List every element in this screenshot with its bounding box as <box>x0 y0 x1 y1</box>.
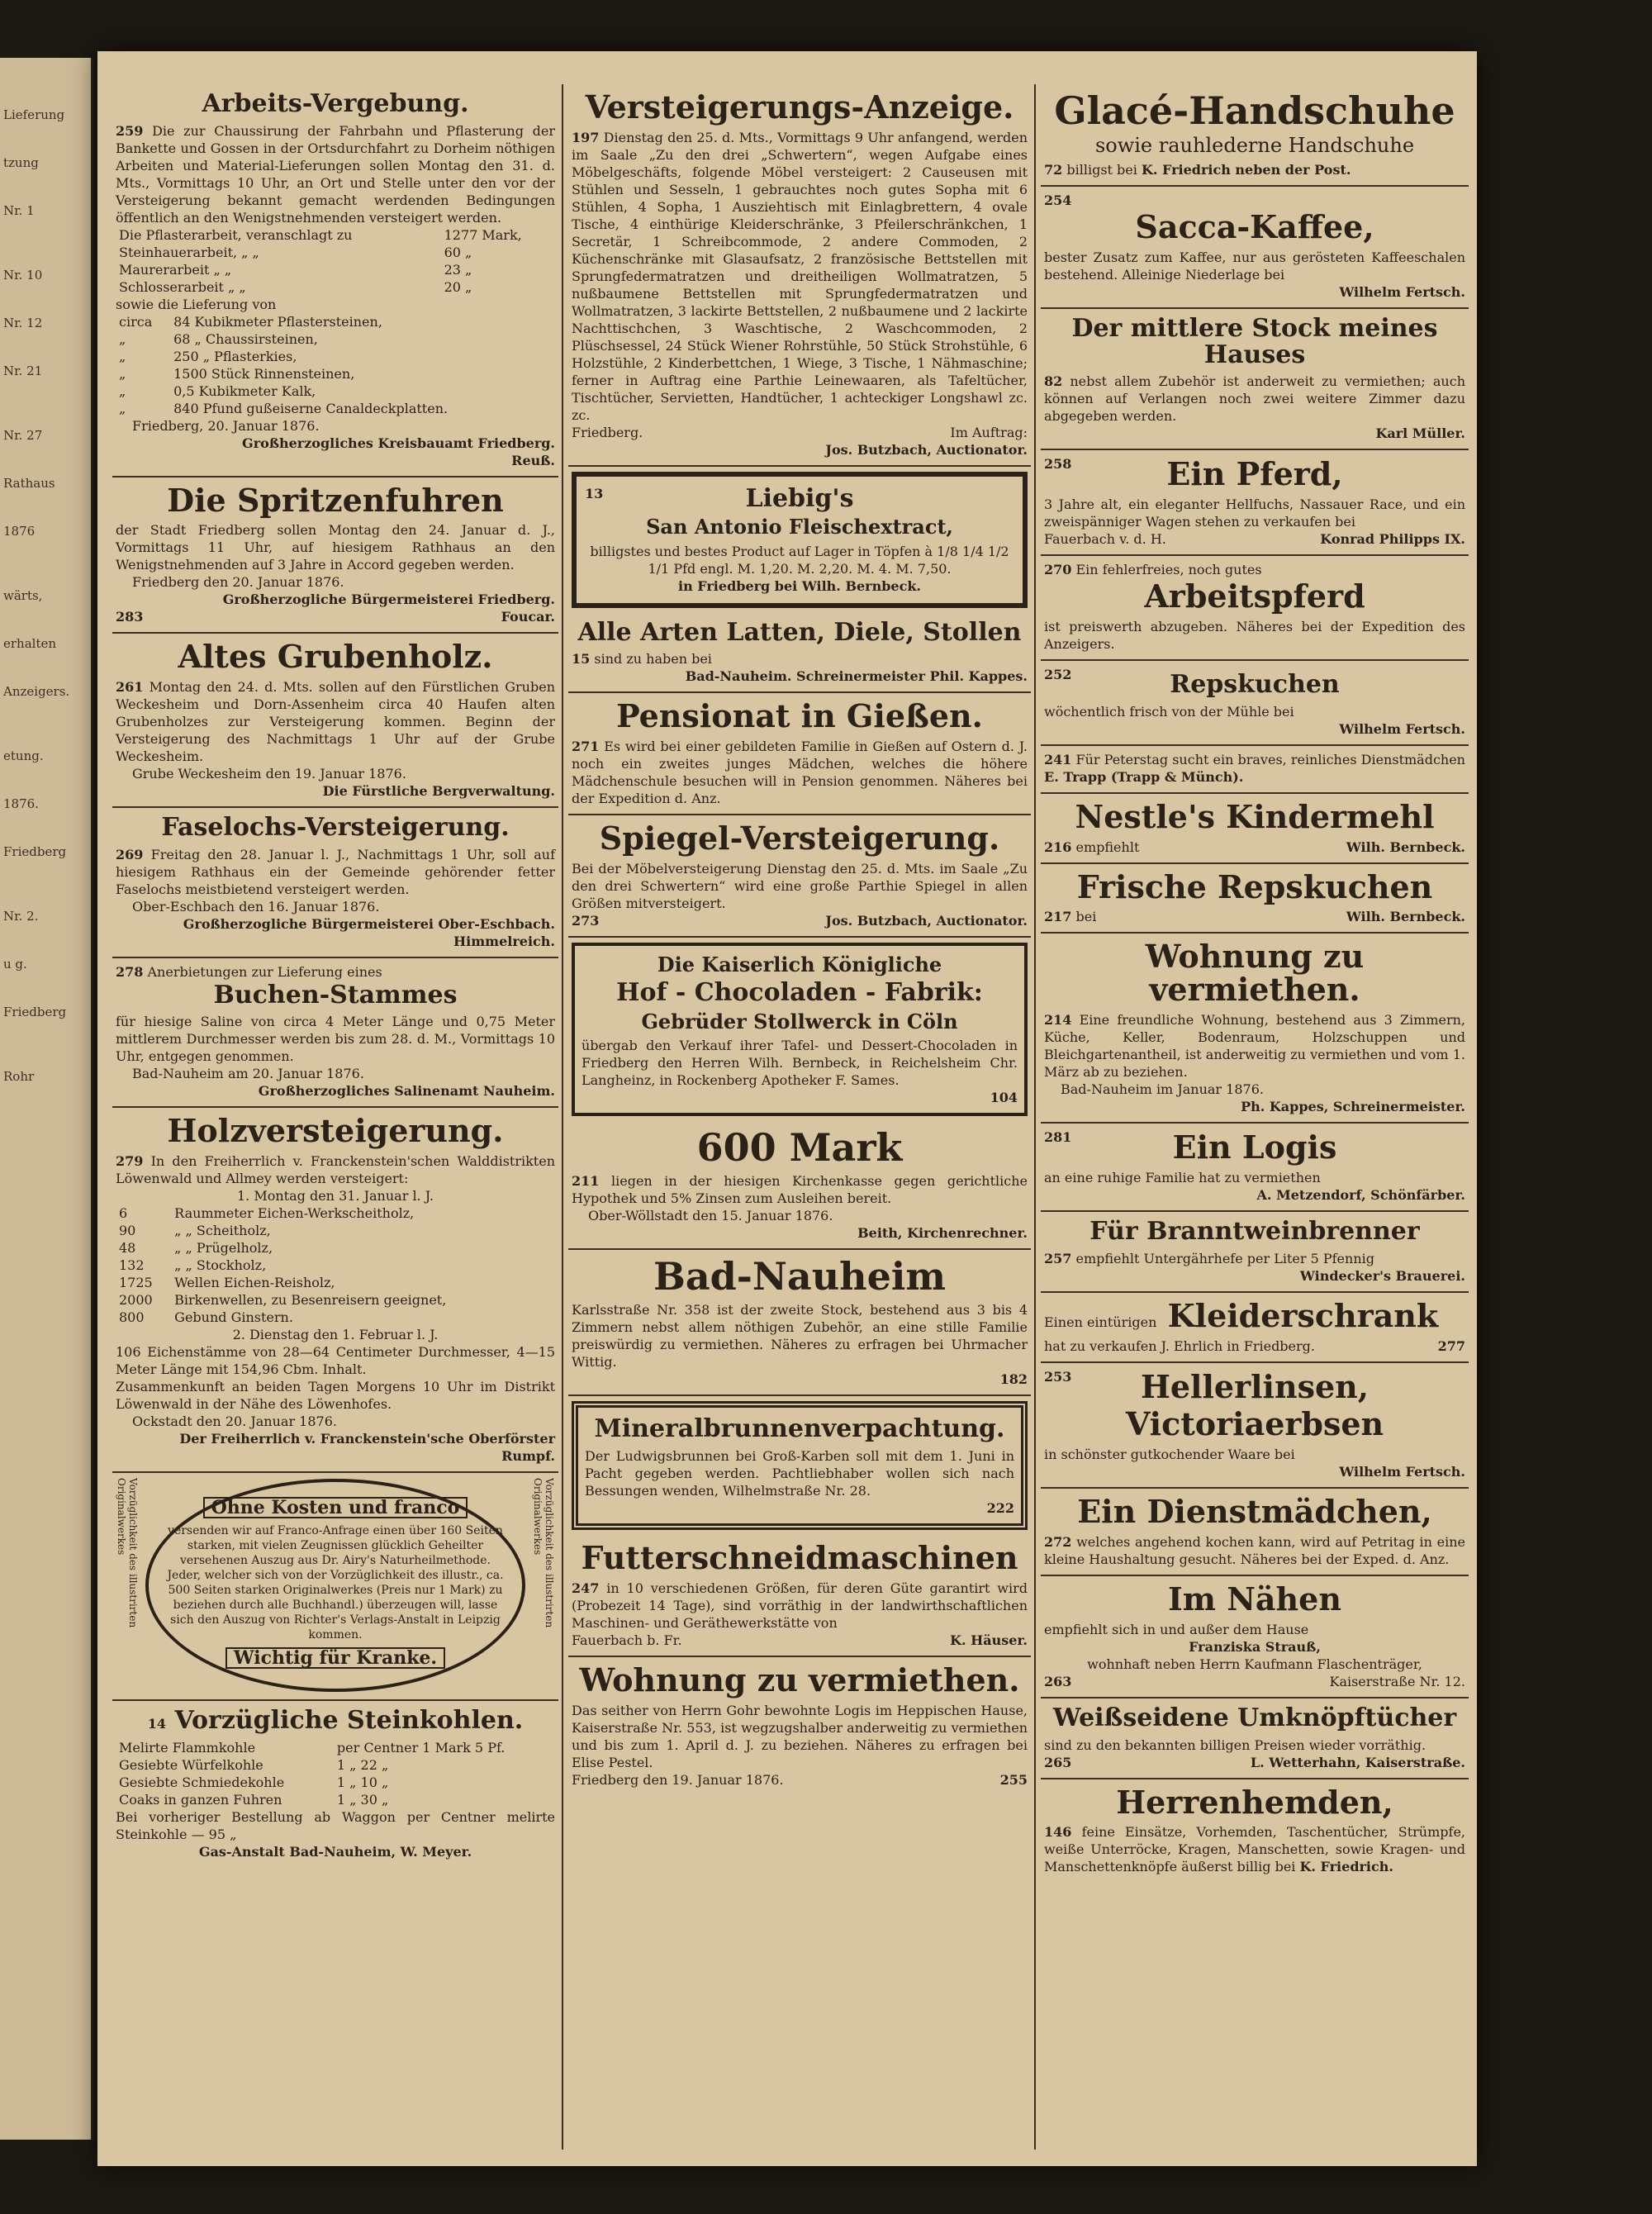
ad-number: 14 <box>147 1716 167 1732</box>
ad-600-mark <box>568 1121 1031 1250</box>
ad-text: wöchentlich frisch von der Mühle bei <box>1044 703 1294 720</box>
item-label: Die Pflasterarbeit, veranschlagt zu <box>119 226 353 243</box>
items-table <box>116 1204 555 1326</box>
ad-text: Montag den 24. d. Mts. sollen auf den Fürstlichen Gruben Weckesheim und Dorn-Assenheim circa 40 Haufen alten Grubenholzes zur Versteigerung kommen. Beginn der Versteigerung des Nachmittags 1 Uhr auf der Grube Weckesheim. <box>116 679 555 765</box>
previous-page-fragment: Nr. 10 <box>3 268 43 283</box>
ad-title: Ein Pferd, <box>1166 455 1343 493</box>
ad-buchen-stamm <box>112 958 558 1109</box>
ad-mineralbrunnen <box>572 1401 1028 1530</box>
ad-number: 283 <box>116 609 144 625</box>
column-3 <box>1041 84 1469 2150</box>
ad-title: Altes Grubenholz. <box>178 638 493 676</box>
ad-title: Alle Arten Latten, Diele, Stollen <box>577 617 1022 647</box>
ad-title: Pensionat in Gießen. <box>616 697 983 735</box>
ad-frische-repskuchen <box>1041 864 1469 934</box>
item-label: Schlosserarbeit „ „ <box>119 278 246 295</box>
ad-pre-signature: Im Auftrag: <box>950 424 1028 440</box>
previous-page-fragment: Nr. 12 <box>3 316 43 330</box>
ad-signature: Jos. Butzbach, Auctionator. <box>825 441 1028 458</box>
item-desc: 1500 Stück Rinnensteinen, <box>173 365 355 382</box>
previous-page-fragment: Nr. 1 <box>3 203 35 218</box>
ad-text: Der Ludwigsbrunnen bei Groß-Karben soll mit dem 1. Juni in Pacht gegeben werden. Pachtliebhaber wollen sich nach Bessungen wenden, Wilhelmstraße Nr. 28. <box>585 1447 1014 1499</box>
item-label: Steinhauerarbeit, „ „ <box>119 244 259 260</box>
ad-text: Es wird bei einer gebildeten Familie in Gießen auf Ostern d. J. noch ein zweites junges Mädchen, welches die höhere Mädchenschule besuchen will in Pension genommen. Näheres bei der Expedition d. Anz. <box>572 738 1028 806</box>
ad-text: für hiesige Saline von circa 4 Meter Länge und 0,75 Meter mittlerem Durchmesser werden bis zum 28. d. M., Vormittags 10 Uhr, entgegen genommen. <box>116 1014 555 1065</box>
ad-title: Kleiderschrank <box>1167 1296 1439 1334</box>
ad-title: Bad-Nauheim <box>653 1254 947 1299</box>
item-qty: 132 <box>119 1257 145 1274</box>
ad-signature: Rumpf. <box>501 1448 555 1465</box>
ad-title: Wohnung zu vermiethen. <box>1145 938 1365 1009</box>
ad-text: an eine ruhige Familie hat zu vermiethen <box>1044 1170 1321 1186</box>
ad-title: Mineralbrunnenverpachtung. <box>594 1414 1005 1444</box>
ad-title: Herrenhemden, <box>1116 1783 1393 1821</box>
ad-text: In den Freiherrlich v. Franckenstein'schen Walddistrikten Löwenwald und Allmey werden versteigert: <box>116 1153 555 1187</box>
item-value: 20 „ <box>444 278 472 295</box>
ad-signature: Beith, Kirchenrechner. <box>857 1225 1028 1242</box>
ad-signature: Gas-Anstalt Bad-Nauheim, W. Meyer. <box>198 1843 472 1860</box>
ad-authority: Die Fürstliche Bergverwaltung. <box>322 783 555 800</box>
ad-number: 104 <box>990 1089 1018 1105</box>
previous-page-fragment: Friedberg <box>3 1005 67 1019</box>
ad-number: 214 <box>1044 1012 1072 1029</box>
ad-ein-logis <box>1041 1124 1469 1212</box>
ad-title: Spiegel-Versteigerung. <box>599 819 1000 857</box>
ad-signature: Wilhelm Fertsch. <box>1339 284 1465 301</box>
ad-title: Sacca-Kaffee, <box>1135 208 1374 246</box>
ad-text: empfiehlt sich in und außer dem Hause <box>1044 1622 1309 1638</box>
oval-frame <box>145 1479 525 1692</box>
ad-text: sowie die Lieferung von <box>116 296 277 312</box>
previous-page-fragment: wärts, <box>3 588 43 603</box>
ad-number: 254 <box>1044 192 1072 209</box>
ad-text: in schönster gutkochender Waare bei <box>1044 1447 1295 1463</box>
ad-place-date: Friedberg, 20. Januar 1876. <box>132 417 320 434</box>
ad-signature: Bad-Nauheim. Schreinermeister Phil. Kappes. <box>685 668 1028 685</box>
ad-title: Glacé-Handschuhe <box>1054 88 1455 133</box>
ad-number: 258 <box>1044 456 1072 473</box>
ad-number: 146 <box>1044 1824 1072 1841</box>
previous-page-fragment: 1876 <box>3 524 36 539</box>
item-qty: 6 <box>119 1205 128 1222</box>
ad-authority: Großherzogliche Bürgermeisterei Friedberg. <box>222 592 555 608</box>
ad-text: in 10 verschiedenen Größen, für deren Güte garantirt wird (Probezeit 14 Tage), sind vorräthig in der landwirthschaftlichen Maschinen- und Geräthewerkstätte von <box>572 1580 1028 1631</box>
ad-title: Wohnung zu vermiethen. <box>579 1660 1020 1699</box>
ad-herrenhemden <box>1041 1779 1469 1883</box>
ad-signature: Himmelreich. <box>453 933 555 949</box>
ad-place-date: Ockstadt den 20. Januar 1876. <box>132 1413 337 1430</box>
ad-number: 13 <box>585 485 604 501</box>
ad-signature: K. Häuser. <box>950 1632 1028 1648</box>
ad-text: Bei der Möbelversteigerung Dienstag den 25. d. Mts. im Saale „Zu den drei Schwertern“ wird eine große Parthie Spiegel in allen Größen mitversteigert. <box>572 860 1028 911</box>
ad-text: hat zu verkaufen J. Ehrlich in Friedberg. <box>1044 1337 1315 1354</box>
ad-title: Für Branntweinbrenner <box>1089 1217 1420 1247</box>
item-desc: Birkenwellen, zu Besenreisern geeignet, <box>174 1292 447 1309</box>
ad-subtitle: sowie rauhlederne Handschuhe <box>1094 134 1415 158</box>
newspaper-page <box>97 51 1477 2166</box>
previous-page-fragment: Rohr <box>3 1069 35 1084</box>
item-qty: „ <box>119 400 126 416</box>
ad-title: Der mittlere Stock meines Hauses <box>1071 314 1438 369</box>
ad-text: billigst bei <box>1066 162 1137 178</box>
ad-title: Ohne Kosten und franco <box>203 1497 468 1518</box>
ad-title: Hellerlinsen, <box>1140 1367 1370 1405</box>
item-qty: „ <box>119 365 126 382</box>
ad-number: 247 <box>572 1580 600 1596</box>
ad-place-date: Ober-Eschbach den 16. Januar 1876. <box>132 898 380 915</box>
ad-text: sind zu den bekannten billigen Preisen wieder vorräthig. <box>1044 1737 1427 1753</box>
ad-number: 15 <box>572 651 591 668</box>
ad-arbeitspferd <box>1041 556 1469 661</box>
ad-signature: Franziska Strauß, <box>1189 1639 1321 1656</box>
ad-number: 263 <box>1044 1674 1072 1690</box>
ad-signature: Karl Müller. <box>1375 425 1465 442</box>
item-qty: „ <box>119 382 126 399</box>
item-value: 60 „ <box>444 244 472 260</box>
ad-authority: Großherzogliche Bürgermeisterei Ober-Eschbach. <box>183 915 555 932</box>
ad-signature: K. Friedrich. <box>1299 1859 1393 1875</box>
ad-signature: E. Trapp (Trapp & Münch). <box>1044 768 1244 785</box>
item-desc: „ „ Stockholz, <box>174 1257 267 1274</box>
ad-number: 279 <box>116 1153 144 1170</box>
ad-text: Karlsstraße Nr. 358 ist der zweite Stock, bestehend aus 3 bis 4 Zimmern nebst allem nöthigen Zubehör, an eine stille Familie preiswürdig zu vermiethen. Näheres zu erfragen bei Uhrmacher Wittig. <box>572 1302 1028 1371</box>
ad-text: bester Zusatz zum Kaffee, nur aus gerösteten Kaffeeschalen bestehend. Alleinige Niederlage bei <box>1044 249 1465 283</box>
ad-text: versenden wir auf Franco-Anfrage einen über 160 Seiten starken, mit vielen Zeugnissen glücklich Geheilter versehenen Auszug aus Dr. Airy's Naturheilmethode. Jeder, welcher sich von der Vorzüglichkeit des illustr., ca. 500 Seiten starken Originalwerkes (Preis nur 1 Mark) zu beziehen durch alle Buchhandl.) überzeugen will, lasse sich den Auszug von Richter's Verlags-Anstalt in Leipzig kommen. <box>167 1524 504 1642</box>
item-desc: „ „ Prügelholz, <box>174 1240 273 1257</box>
ad-number: 265 <box>1044 1754 1072 1770</box>
ad-authority: Großherzogliches Salinenamt Nauheim. <box>258 1083 555 1100</box>
ad-ein-pferd <box>1041 450 1469 556</box>
ad-title: Versteigerungs-Anzeige. <box>585 88 1014 126</box>
ad-branntweinbrenner <box>1041 1212 1469 1293</box>
ad-ein-dienstmaedchen <box>1041 1489 1469 1576</box>
ad-text: übergab den Verkauf ihrer Tafel- und Dessert-Chocoladen in Friedberg den Herren Wilh. Bernbeck, in Reichelsheim Chr. Langheinz, in Rockenberg Apotheker F. Sames. <box>582 1037 1018 1088</box>
ad-text: Bei vorheriger Bestellung ab Waggon per Centner melirte Steinkohle — 95 „ <box>116 1808 555 1842</box>
item-qty: „ <box>119 330 126 347</box>
column-1 <box>112 84 558 2150</box>
ad-pre-title: Die Kaiserlich Königliche <box>657 952 942 976</box>
item-desc: 68 „ Chaussirsteinen, <box>173 330 318 347</box>
ad-text: nebst allem Zubehör ist anderweit zu vermiethen; auch können auf Verlangen noch zwei weitere Zimmer dazu abgegeben werden. <box>1044 373 1465 425</box>
ad-signature: Wilhelm Fertsch. <box>1339 1464 1465 1480</box>
item-desc: 0,5 Kubikmeter Kalk, <box>173 382 316 399</box>
ad-number: 277 <box>1437 1337 1465 1354</box>
ad-umknoepftuecher <box>1041 1699 1469 1779</box>
ad-number: 281 <box>1044 1129 1072 1146</box>
ad-number: 82 <box>1044 373 1063 390</box>
ad-title: Holzversteigerung. <box>167 1112 504 1150</box>
ad-text: bei <box>1075 909 1097 925</box>
side-text: Vorzüglichkeit des illustrirten Originalwerkes <box>116 1478 139 1628</box>
ad-signature: Ph. Kappes, Schreinermeister. <box>1241 1099 1465 1115</box>
ad-liebig <box>572 472 1028 608</box>
ad-nestle <box>1041 794 1469 864</box>
item-price: 1 „ 30 „ <box>336 1791 389 1808</box>
ad-signature: Wilhelm Fertsch. <box>1339 720 1465 737</box>
ad-subtitle: Gebrüder Stollwerck in Cöln <box>641 1009 958 1033</box>
price-table <box>116 1739 555 1808</box>
previous-page-fragment: Nr. 2. <box>3 909 39 924</box>
ad-title: Repskuchen <box>1170 670 1340 700</box>
item-desc: 84 Kubikmeter Pflastersteinen, <box>173 313 382 330</box>
ad-text: feine Einsätze, Vorhemden, Taschentücher, Strümpfe, weiße Unterröcke, Kragen, Manschetten, sowie Kragen- und Manschettenknöpfe äußerst billig bei <box>1044 1824 1466 1875</box>
ad-number: 269 <box>116 846 144 862</box>
ad-dienstmaedchen-peterstag <box>1041 746 1469 794</box>
ad-spiegel <box>568 815 1031 938</box>
ad-bottom-title: Wichtig für Kranke. <box>225 1647 445 1669</box>
item-desc: 840 Pfund gußeiserne Canaldeckplatten. <box>173 400 449 416</box>
item-value: 23 „ <box>444 261 472 278</box>
previous-page-fragment: Rathaus <box>3 476 55 491</box>
item-qty: 2000 <box>119 1292 153 1309</box>
ad-title: Ein Dienstmädchen, <box>1077 1493 1432 1531</box>
item-qty: 800 <box>119 1309 145 1326</box>
ad-place: Fauerbach v. d. H. <box>1044 531 1166 548</box>
ad-title: 600 Mark <box>696 1124 903 1170</box>
ad-place: Fauerbach b. Fr. <box>572 1632 682 1648</box>
ad-signature: Jos. Butzbach, Auctionator. <box>825 912 1028 929</box>
previous-page-edge <box>0 58 93 2140</box>
ad-wichtig-fuer-kranke <box>112 1473 558 1701</box>
ad-kleiderschrank <box>1041 1293 1469 1363</box>
ad-versteigerungs-anzeige <box>568 84 1031 467</box>
ad-text: Die zur Chaussirung der Fahrbahn und Pflasterung der Bankette und Gossen in der Ortsdurchfahrt zu Dorheim nöthigen Arbeiten und Material-Lieferungen sollen Montag den 31. d. Mts., Vormittags 10 Uhr, an Ort und Stelle unter den vor der Versteigerung bekannt gemacht werdenden Bedingungen öffentlich an den Wenigstnehmenden versteigert werden. <box>116 122 555 226</box>
previous-page-fragment: erhalten <box>3 636 57 651</box>
item-desc: Raummeter Eichen-Werkscheitholz, <box>174 1205 415 1222</box>
ad-text: welches angehend kochen kann, wird auf Petritag in eine kleine Haushaltung gesucht. Näheres bei der Exped. d. Anz. <box>1044 1534 1465 1568</box>
ad-holzversteigerung <box>112 1108 558 1473</box>
ad-text: Für Peterstag sucht ein braves, reinliches Dienstmädchen <box>1075 751 1465 767</box>
ad-title: Buchen-Stammes <box>213 980 458 1010</box>
ad-text: Das seither von Herrn Gohr bewohnte Logis im Heppischen Hause, Kaiserstraße Nr. 553, ist wegzugshalber anderweitig zu vermiethen und bis zum 1. April d. J. zu beziehen. Näheres zu erfragen bei Elise Pestel. <box>572 1702 1028 1770</box>
ad-im-naehen <box>1041 1576 1469 1699</box>
ad-signature: Wilh. Bernbeck. <box>1346 909 1465 925</box>
ad-latten <box>568 613 1031 694</box>
ad-number: 271 <box>572 738 600 754</box>
side-text: Vorzüglichkeit des illustrirten Originalwerkes <box>532 1478 555 1628</box>
previous-page-fragment: etung. <box>3 748 44 763</box>
ad-repskuchen <box>1041 661 1469 746</box>
item-desc: 250 „ Pflasterkies, <box>173 348 297 364</box>
ad-title: Im Nähen <box>1167 1580 1341 1618</box>
ad-subheading: 2. Dienstag den 1. Februar l. J. <box>232 1327 439 1343</box>
previous-page-fragment: Friedberg <box>3 844 67 859</box>
ad-wohnung-col2 <box>568 1657 1031 1795</box>
ad-text: Dienstag den 25. d. Mts., Vormittags 9 Uhr anfangend, werden im Saale „Zu den drei „Schwertern“, wegen Aufgabe eines Möbelgeschäfts, folgende Möbel versteigert: 2 Causeusen mit Stühlen und Sesseln, 1 gebrauchtes noch gutes Sopha mit 6 Stühlen, 4 Sopha, 1 Ausziehtisch mit Einlagbrettern, 4 ovale Tische, 4 einthürige Kleiderschränke, 3 Pfeilerschränkchen, 1 Secretär, 1 Schreibcommode, 2 andere Commoden, 2 Küchenschränke mit Glasaufsatz, 2 französische Bettstellen mit Sprungfedermatratzen und dreitheiligen Wollmatratzen, 5 nußbaumene Bettstellen mit Sprungfedermatratzen und Wollmatratzen, 3 lackirte Bettstellen, 2 nußbaumene und 2 lackirte Nachttischchen, 3 Waschtische, 2 Waschcommoden, 2 Plüschsessel, 24 Stück Wiener Rohrstühle, 50 Stück Strohstühle, 6 Holzstühle, 2 Kinderbettchen, 1 Wiege, 3 Tische, 1 Nähmaschine; ferner in Auftrag eine Parthie Leinewaaren, als Tafeltücher, Tischtücher, Servietten, Handtücher, 1 achteckiger Longshawl zc. zc. <box>572 129 1028 423</box>
ad-text: 3 Jahre alt, ein eleganter Hellfuchs, Nassauer Race, und ein zweispänniger Wagen stehen zu verkaufen bei <box>1044 496 1465 530</box>
ad-signature: Wilh. Bernbeck. <box>1346 839 1465 855</box>
ad-place-date: Bad-Nauheim am 20. Januar 1876. <box>132 1066 364 1082</box>
ad-signature: Reuß. <box>511 452 555 468</box>
ad-title: Frische Repskuchen <box>1076 867 1433 905</box>
ad-faselochs <box>112 808 558 958</box>
ad-subheading: 1. Montag den 31. Januar l. J. <box>237 1188 434 1204</box>
ad-stollwerck <box>572 943 1028 1116</box>
ad-text: sind zu haben bei <box>594 651 712 668</box>
ad-number: 72 <box>1044 162 1063 178</box>
column-rule <box>1034 84 1036 2150</box>
ad-signature: Konrad Philipps IX. <box>1320 531 1465 548</box>
item-qty: 1725 <box>119 1275 153 1291</box>
ad-glace-handschuhe <box>1041 84 1469 187</box>
ad-number: 259 <box>116 122 144 139</box>
ad-pre-text: Einen eintürigen <box>1044 1314 1157 1330</box>
ad-number: 211 <box>572 1173 600 1190</box>
ad-number: 197 <box>572 129 600 145</box>
previous-page-fragment: Lieferung <box>3 107 65 122</box>
ad-pre-text: Ein fehlerfreies, noch gutes <box>1075 562 1262 578</box>
ad-place-date: Friedberg den 19. Januar 1876. <box>572 1771 784 1788</box>
ad-authority: Der Freiherrlich v. Franckenstein'sche Oberförster <box>179 1431 555 1447</box>
ad-title: Die Spritzenfuhren <box>167 481 504 519</box>
ad-text: Freitag den 28. Januar l. J., Nachmittags 1 Uhr, soll auf hiesigem Rathhaus ein der Gemeinde gehörender fetter Faselochs meistbietend versteigert werden. <box>116 846 555 897</box>
items-table <box>116 226 555 296</box>
ad-arbeits-vergebung <box>112 84 558 477</box>
ad-text: empfiehlt <box>1075 839 1140 855</box>
column-2 <box>568 84 1031 2150</box>
ad-place-date: Ober-Wöllstadt den 15. Januar 1876. <box>588 1208 833 1224</box>
ad-number: 270 <box>1044 562 1072 578</box>
item-desc: Gesiebte Würfelkohle <box>119 1756 263 1773</box>
item-price: 1 „ 22 „ <box>336 1756 389 1773</box>
item-label: Maurerarbeit „ „ <box>119 261 232 278</box>
item-qty: 90 <box>119 1223 136 1239</box>
ad-wohnung-col3 <box>1041 934 1469 1124</box>
previous-page-fragment: Anzeigers. <box>3 684 70 699</box>
ad-text: der Stadt Friedberg sollen Montag den 24. Januar d. J., Vormittags 11 Uhr, auf hiesigem Rathhaus an den Wenigstnehmenden auf 3 Jahre in Accord gegeben werden. <box>116 522 555 573</box>
previous-page-fragment: 1876. <box>3 796 39 811</box>
ad-bad-nauheim <box>568 1250 1031 1396</box>
ad-authority: Großherzogliches Kreisbauamt Friedberg. <box>242 435 555 451</box>
item-qty: circa <box>119 313 153 330</box>
ad-title: Liebig's <box>745 483 854 513</box>
item-desc: Gebund Ginstern. <box>174 1309 293 1326</box>
ad-text: Anerbietungen zur Lieferung eines <box>147 963 382 980</box>
ad-title: Arbeits-Vergebung. <box>202 89 469 118</box>
ad-number: 272 <box>1044 1534 1072 1551</box>
ad-sacca-kaffee <box>1041 187 1469 309</box>
previous-page-fragment: Nr. 27 <box>3 428 43 443</box>
ad-number: 278 <box>116 963 144 980</box>
item-qty: 48 <box>119 1240 136 1257</box>
ad-signature: K. Friedrich neben der Post. <box>1141 162 1351 178</box>
ad-text: billigstes und bestes Product auf Lager in Töpfen à 1/8 1/4 1/2 1/1 Pfd engl. M. 1,20. M. 2,20. M. 4. M. 7,50. <box>590 543 1009 577</box>
item-desc: Coaks in ganzen Fuhren <box>119 1791 282 1808</box>
column-rule <box>562 84 563 2150</box>
ad-signature: A. Metzendorf, Schönfärber. <box>1256 1187 1465 1204</box>
previous-page-fragment: u g. <box>3 957 27 972</box>
ad-place-date: Bad-Nauheim im Januar 1876. <box>1061 1081 1264 1098</box>
ad-number: 182 <box>999 1371 1028 1388</box>
ad-number: 252 <box>1044 667 1072 683</box>
ad-place-date: Grube Weckesheim den 19. Januar 1876. <box>132 766 406 782</box>
ad-subtitle: San Antonio Fleischextract, <box>646 515 953 539</box>
ad-title: Vorzügliche Steinkohlen. <box>174 1706 524 1736</box>
ad-text: Eine freundliche Wohnung, bestehend aus 3 Zimmern, Küche, Keller, Bodenraum, Holzschuppen und Bleichgartenantheil, ist anderweitig zu vermiethen und vom 1. März ab zu beziehen. <box>1044 1012 1465 1081</box>
ad-signature: Windecker's Brauerei. <box>1299 1267 1465 1284</box>
ad-title: Nestle's Kindermehl <box>1075 797 1435 835</box>
item-value: 1277 Mark, <box>444 226 522 243</box>
item-desc: Wellen Eichen-Reisholz, <box>174 1275 335 1291</box>
ad-number: 241 <box>1044 751 1072 767</box>
item-desc: Gesiebte Schmiedekohle <box>119 1774 285 1790</box>
ad-text: ist preiswerth abzugeben. Näheres bei der Expedition des Anzeigers. <box>1044 619 1465 653</box>
item-price: 1 „ 10 „ <box>336 1774 389 1790</box>
ad-number: 261 <box>116 679 144 696</box>
ad-text: 106 Eichenstämme von 28—64 Centimeter Durchmesser, 4—15 Meter Länge mit 154,96 Cbm. Inhalt. <box>116 1344 555 1378</box>
ad-number: 216 <box>1044 839 1072 855</box>
ad-title: Ein Logis <box>1172 1128 1337 1166</box>
ad-futterschneidmaschinen <box>568 1535 1031 1657</box>
ad-title: Arbeitspferd <box>1144 577 1365 615</box>
ad-number: 222 <box>986 1499 1014 1516</box>
ad-number: 255 <box>999 1771 1028 1788</box>
ad-grubenholz <box>112 634 558 808</box>
ad-number: 217 <box>1044 909 1072 925</box>
item-desc: Melirte Flammkohle <box>119 1739 256 1756</box>
ad-place-date: Friedberg. <box>572 424 643 440</box>
previous-page-fragment: tzung <box>3 155 39 170</box>
ad-text: liegen in der hiesigen Kirchenkasse gegen gerichtliche Hypothek und 5% Zinsen zum Ausleihen bereit. <box>572 1173 1028 1207</box>
ad-number: 273 <box>572 912 600 929</box>
item-price: per Centner 1 Mark 5 Pf. <box>336 1739 506 1756</box>
ad-signature: L. Wetterhahn, Kaiserstraße. <box>1250 1754 1465 1770</box>
ad-place: Kaiserstraße Nr. 12. <box>1329 1674 1465 1690</box>
ad-place-date: Friedberg den 20. Januar 1876. <box>132 574 344 591</box>
item-desc: „ „ Scheitholz, <box>174 1223 271 1239</box>
ad-title: Futterschneidmaschinen <box>581 1538 1018 1576</box>
ad-signature: Foucar. <box>501 609 555 625</box>
ad-steinkohlen <box>112 1701 558 1867</box>
item-qty: „ <box>119 348 126 364</box>
ad-place: in Friedberg bei Wilh. Bernbeck. <box>678 577 921 594</box>
ad-title: Faselochs-Versteigerung. <box>161 813 510 843</box>
previous-page-fragment: Nr. 21 <box>3 363 43 378</box>
ad-text-2: wohnhaft neben Herrn Kaufmann Flaschenträger, <box>1087 1656 1422 1673</box>
ad-number: 257 <box>1044 1250 1072 1266</box>
ad-title: Weißseidene Umknöpftücher <box>1052 1703 1457 1733</box>
ad-hellerlinsen <box>1041 1363 1469 1489</box>
ad-text: empfiehlt Untergährhefe per Liter 5 Pfennig <box>1075 1250 1374 1266</box>
ad-text: Zusammenkunft an beiden Tagen Morgens 10 Uhr im Distrikt Löwenwald in der Nähe des Löwenhofes. <box>116 1379 555 1413</box>
ad-title-2: Victoriaerbsen <box>1125 1405 1384 1443</box>
ad-title: Hof - Chocoladen - Fabrik: <box>616 978 983 1008</box>
items-table <box>116 313 555 417</box>
ad-pensionat <box>568 693 1031 815</box>
ad-mittlerer-stock <box>1041 309 1469 450</box>
ad-spritzenfuhren <box>112 477 558 634</box>
ad-number: 253 <box>1044 1368 1072 1385</box>
